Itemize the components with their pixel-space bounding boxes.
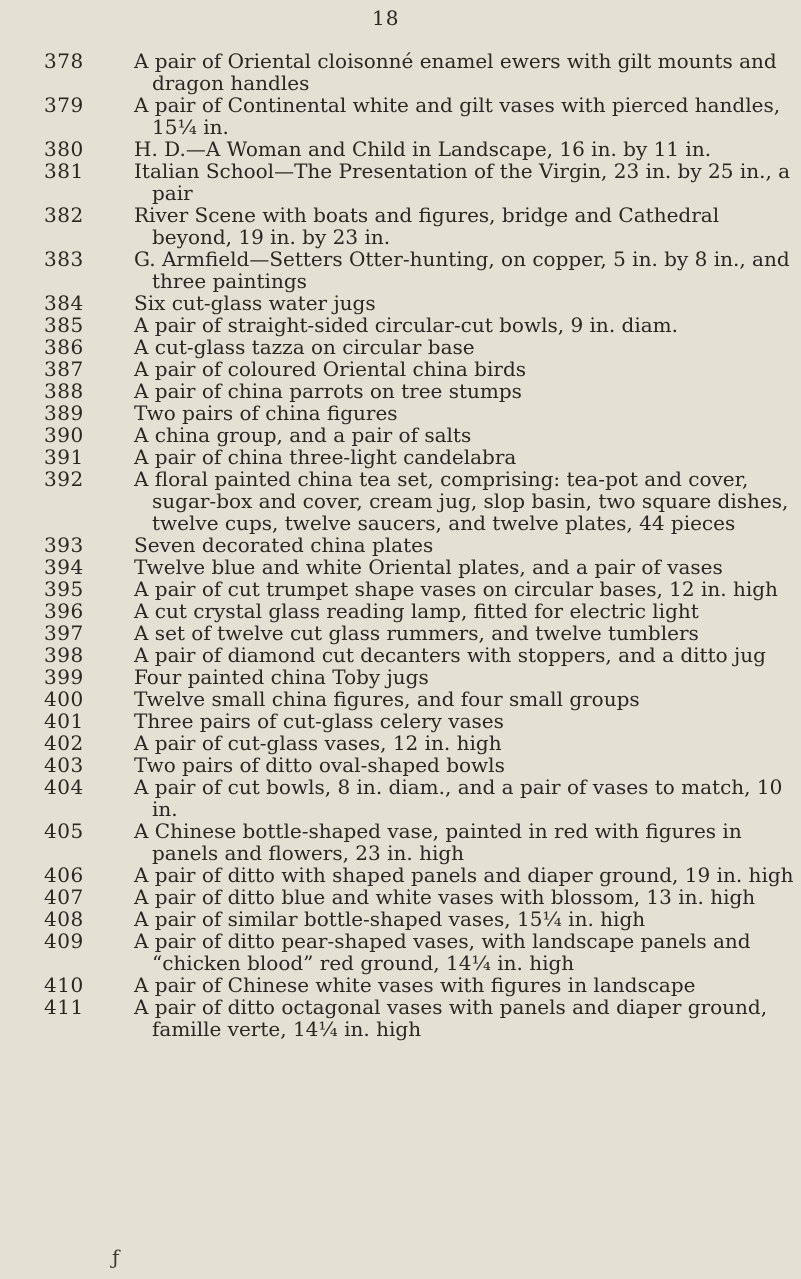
lot-entry (0, 380, 801, 402)
lot-description: A pair of ditto pear-shaped vases, with landscape panels and “chicken blood” red ground, 14¼ in. high (134, 929, 751, 975)
lot-description: A pair of ditto octagonal vases with panels and diaper ground, famille verte, 14¼ in. high (134, 995, 768, 1041)
lot-description: River Scene with boats and figures, bridge and Cathedral beyond, 19 in. by 23 in. (134, 203, 720, 249)
lot-entry (0, 248, 801, 292)
lot-entry (0, 996, 801, 1040)
lot-number: 382 (44, 203, 84, 227)
lot-description: A pair of similar bottle-shaped vases, 15¼ in. high (134, 907, 646, 931)
lot-number: 406 (44, 863, 84, 887)
lot-entry (0, 424, 801, 446)
lot-description: A pair of ditto with shaped panels and diaper ground, 19 in. high (134, 863, 794, 887)
lot-entry (0, 160, 801, 204)
lot-number: 409 (44, 929, 84, 953)
lot-description: H. D.—A Woman and Child in Landscape, 16 in. by 11 in. (134, 137, 712, 161)
lot-entry (0, 314, 801, 336)
lot-list (0, 50, 801, 1040)
lot-description: Italian School—The Presentation of the Virgin, 23 in. by 25 in., a pair (134, 159, 791, 205)
lot-description: A pair of ditto blue and white vases with blossom, 13 in. high (134, 885, 756, 909)
lot-entry (0, 644, 801, 666)
lot-number: 391 (44, 445, 84, 469)
lot-number: 399 (44, 665, 84, 689)
lot-description: A cut-glass tazza on circular base (134, 335, 475, 359)
lot-description: Two pairs of china figures (134, 401, 398, 425)
lot-description: Two pairs of ditto oval-shaped bowls (134, 753, 505, 777)
lot-number: 387 (44, 357, 84, 381)
lot-entry (0, 908, 801, 930)
lot-number: 405 (44, 819, 84, 843)
lot-description: Seven decorated china plates (134, 533, 434, 557)
lot-entry (0, 754, 801, 776)
lot-entry (0, 930, 801, 974)
lot-description: Six cut-glass water jugs (134, 291, 376, 315)
lot-entry (0, 776, 801, 820)
lot-entry (0, 886, 801, 908)
lot-description: A cut crystal glass reading lamp, fitted for electric light (134, 599, 699, 623)
lot-description: Three pairs of cut-glass celery vases (134, 709, 504, 733)
page-number: 18 (372, 6, 400, 30)
lot-entry (0, 336, 801, 358)
lot-description: G. Armfield—Setters Otter-hunting, on copper, 5 in. by 8 in., and three paintings (134, 247, 790, 293)
lot-number: 407 (44, 885, 84, 909)
lot-description: A set of twelve cut glass rummers, and twelve tumblers (134, 621, 699, 645)
lot-entry (0, 622, 801, 644)
lot-entry (0, 468, 801, 534)
lot-entry (0, 666, 801, 688)
lot-entry (0, 732, 801, 754)
lot-description: A china group, and a pair of salts (134, 423, 472, 447)
lot-description: A Chinese bottle-shaped vase, painted in red with figures in panels and flowers, 23 in. high (134, 819, 742, 865)
lot-number: 398 (44, 643, 84, 667)
lot-entry (0, 820, 801, 864)
lot-number: 379 (44, 93, 84, 117)
lot-number: 380 (44, 137, 84, 161)
lot-description: Four painted china Toby jugs (134, 665, 429, 689)
lot-entry (0, 50, 801, 94)
lot-number: 386 (44, 335, 84, 359)
lot-number: 385 (44, 313, 84, 337)
lot-number: 381 (44, 159, 84, 183)
lot-entry (0, 402, 801, 424)
lot-number: 400 (44, 687, 84, 711)
lot-description: Twelve blue and white Oriental plates, and a pair of vases (134, 555, 723, 579)
lot-description: A pair of china three-light candelabra (134, 445, 517, 469)
lot-number: 389 (44, 401, 84, 425)
lot-number: 383 (44, 247, 84, 271)
lot-entry (0, 292, 801, 314)
lot-entry (0, 138, 801, 160)
lot-description: Twelve small china figures, and four small groups (134, 687, 640, 711)
lot-number: 378 (44, 49, 84, 73)
lot-number: 390 (44, 423, 84, 447)
lot-number: 402 (44, 731, 84, 755)
lot-number: 395 (44, 577, 84, 601)
lot-description: A pair of coloured Oriental china birds (134, 357, 527, 381)
lot-entry (0, 556, 801, 578)
lot-number: 396 (44, 599, 84, 623)
lot-description: A floral painted china tea set, comprising: tea-pot and cover, sugar-box and cover, cream jug, slop basin, two square dishes, twelve cups, twelve saucers, and twelve plates, 44 pieces (134, 467, 789, 535)
lot-number: 403 (44, 753, 84, 777)
lot-description: A pair of Chinese white vases with figures in landscape (134, 973, 696, 997)
lot-number: 394 (44, 555, 84, 579)
lot-entry (0, 358, 801, 380)
lot-description: A pair of Oriental cloisonné enamel ewers with gilt mounts and dragon handles (134, 49, 777, 95)
lot-description: A pair of cut-glass vases, 12 in. high (134, 731, 502, 755)
lot-entry (0, 204, 801, 248)
bleed-mark: ƒ (112, 1245, 120, 1269)
lot-entry (0, 578, 801, 600)
lot-entry (0, 864, 801, 886)
lot-description: A pair of straight-sided circular-cut bowls, 9 in. diam. (134, 313, 678, 337)
lot-number: 401 (44, 709, 84, 733)
lot-entry (0, 600, 801, 622)
lot-entry (0, 94, 801, 138)
lot-number: 404 (44, 775, 84, 799)
lot-entry (0, 534, 801, 556)
lot-description: A pair of cut trumpet shape vases on circular bases, 12 in. high (134, 577, 778, 601)
lot-description: A pair of china parrots on tree stumps (134, 379, 522, 403)
lot-number: 393 (44, 533, 84, 557)
lot-number: 410 (44, 973, 84, 997)
lot-number: 408 (44, 907, 84, 931)
lot-number: 397 (44, 621, 84, 645)
lot-entry (0, 446, 801, 468)
lot-description: A pair of diamond cut decanters with stoppers, and a ditto jug (134, 643, 766, 667)
lot-number: 384 (44, 291, 84, 315)
lot-entry (0, 974, 801, 996)
lot-description: A pair of Continental white and gilt vases with pierced handles, 15¼ in. (134, 93, 781, 139)
lot-number: 411 (44, 995, 84, 1019)
lot-number: 392 (44, 467, 84, 491)
lot-entry (0, 688, 801, 710)
lot-number: 388 (44, 379, 84, 403)
lot-description: A pair of cut bowls, 8 in. diam., and a pair of vases to match, 10 in. (134, 775, 783, 821)
lot-entry (0, 710, 801, 732)
